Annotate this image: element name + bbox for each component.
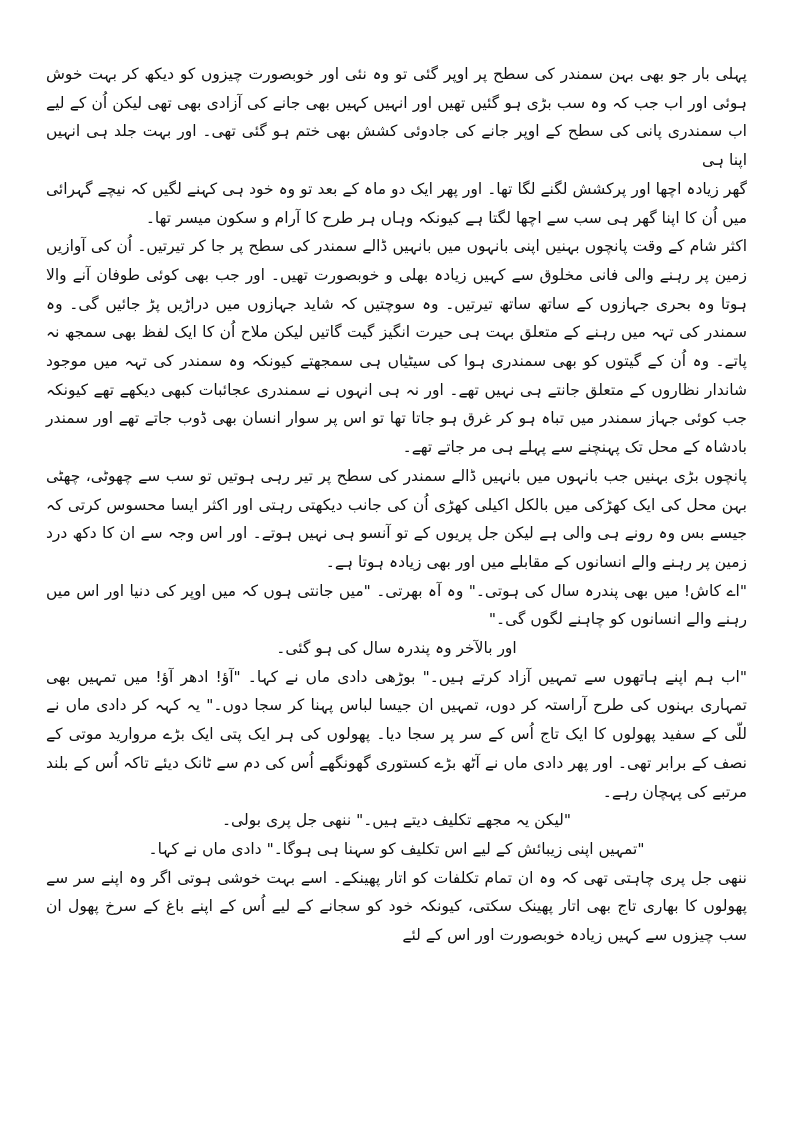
paragraph-9-quote: "تمہیں اپنی زیبائش کے لیے اس تکلیف کو سہنا ہی ہوگا۔" دادی ماں نے کہا۔ (148, 839, 645, 858)
paragraph-10: ننھی جل پری چاہتی تھی کہ وہ ان تمام تکلفات کو اتار پھینکے۔ اسے بہت خوشی ہوتی اگر وہ اپنے سر سے پھولوں کا بھاری تاج بھی اتار پھینک سکتی، کیونکہ خود کو سجانے کے لیے اُس کے اپنے باغ کے سرخ پھول ان سب چیزوں سے کہیں زیادہ خوبصورت اور اس کے لئے (46, 868, 747, 945)
paragraph-4: پانچوں بڑی بہنیں جب بانہوں میں بانہیں ڈالے سمندر کی سطح پر تیر رہی ہوتیں تو سب سے چھوٹی، چھٹی بہن محل کی ایک کھڑکی میں بالکل اکیلی کھڑی اُن کی جانب دیکھتی رہتی اور اکثر ایسا محسوس کرتی کہ جیسے بس وہ رونے ہی والی ہے لیکن جل پریوں کے تو آنسو ہی نہیں ہوتے۔ اور اس وجہ سے ان کا دکھ درد زمین پر رہنے والے انسانوں کے مقابلے میں اور بھی زیادہ ہوتا ہے۔ (46, 466, 747, 571)
paragraph-8-quote: "لیکن یہ مجھے تکلیف دیتے ہیں۔" ننھی جل پری بولی۔ (221, 811, 572, 830)
paragraph-7: "اب ہم اپنے ہاتھوں سے تمہیں آزاد کرتے ہیں۔" بوڑھی دادی ماں نے کہا۔ "آؤ! ادھر آؤ! میں تمہیں بھی تمہاری بہنوں کی طرح آراستہ کر دوں، تمہیں ان جیسا لباس پہنا کر سجا دوں۔" یہ کہہ کر دادی ماں نے للّی کے سفید پھولوں کا ایک تاج اُس کے سر پر سجا دیا۔ پھولوں کی ہر ایک پتی ایک بڑے مروارید موتی کے نصف کے برابر تھی۔ اور پھر دادی ماں نے آٹھ بڑے کستوری گھونگھے اُس کی دم سے ٹانک دیئے تاکہ اُس کے بلند مرتبے کی پہچان رہے۔ (46, 667, 747, 801)
paragraph-6: اور بالآخر وہ پندرہ سال کی ہو گئی۔ (276, 639, 517, 658)
paragraph-3: اکثر شام کے وقت پانچوں بہنیں اپنی بانہوں میں بانہیں ڈالے سمندر کی سطح پر جا کر تیرتیں۔ اُن کی آوازیں زمین پر رہنے والی فانی مخلوق سے کہیں زیادہ بھلی و خوبصورت تھیں۔ اور جب بھی کوئی طوفان آنے والا ہوتا وہ بحری جہازوں کے ساتھ ساتھ تیرتیں۔ وہ سوچتیں کہ شاید جہازوں میں دراڑیں پڑ جائیں گی۔ وہ سمندر کی تہہ میں رہنے کے متعلق بہت ہی حیرت انگیز گیت گاتیں لیکن ملاح اُن کا ایک لفظ بھی سمجھ نہ پاتے۔ وہ اُن کے گیتوں کو بھی سمندری ہوا کی سیٹیاں ہی سمجھتے کیونکہ وہ سمندر کی تہہ میں موجود شاندار نظاروں کے متعلق جانتے ہی نہیں تھے۔ اور نہ ہی انہوں نے سمندری عجائبات کبھی دیکھے تھے کیونکہ جب کوئی جہاز سمندر میں تباہ ہو کر غرق ہو جاتا تھا تو اس پر سوار انسان بھی ڈوب جاتے تھے اور سمندر بادشاہ کے محل تک پہنچنے سے پہلے ہی مر جاتے تھے۔ (46, 237, 747, 457)
document-body (46, 60, 747, 950)
paragraph-2: گھر زیادہ اچھا اور پرکشش لگنے لگا تھا۔ اور پھر ایک دو ماہ کے بعد تو وہ خود ہی کہنے لگیں کہ نیچے گہرائی میں اُن کا اپنا گھر ہی سب سے اچھا لگتا ہے کیونکہ وہاں ہر طرح کا آرام و سکون میسر تھا۔ (46, 179, 747, 227)
paragraph-1: پہلی بار جو بھی بہن سمندر کی سطح پر اوپر گئی تو وہ نئی اور خوبصورت چیزوں کو دیکھ کر بہت خوش ہوئی اور اب جب کہ وہ سب بڑی ہو گئیں تھیں اور انہیں کہیں بھی جانے کی آزادی بھی تھی لیکن اُن کے لیے اب سمندری پانی کی سطح کے اوپر جانے کی جادوئی کشش بھی ختم ہو گئی تھی۔ اور بہت جلد ہی انہیں اپنا ہی (46, 65, 747, 170)
paragraph-5-quote: "اے کاش! میں بھی پندرہ سال کی ہوتی۔" وہ آہ بھرتی۔ "میں جانتی ہوں کہ میں اوپر کی دنیا اور اس میں رہنے والے انسانوں کو چاہنے لگوں گی۔" (46, 581, 747, 629)
